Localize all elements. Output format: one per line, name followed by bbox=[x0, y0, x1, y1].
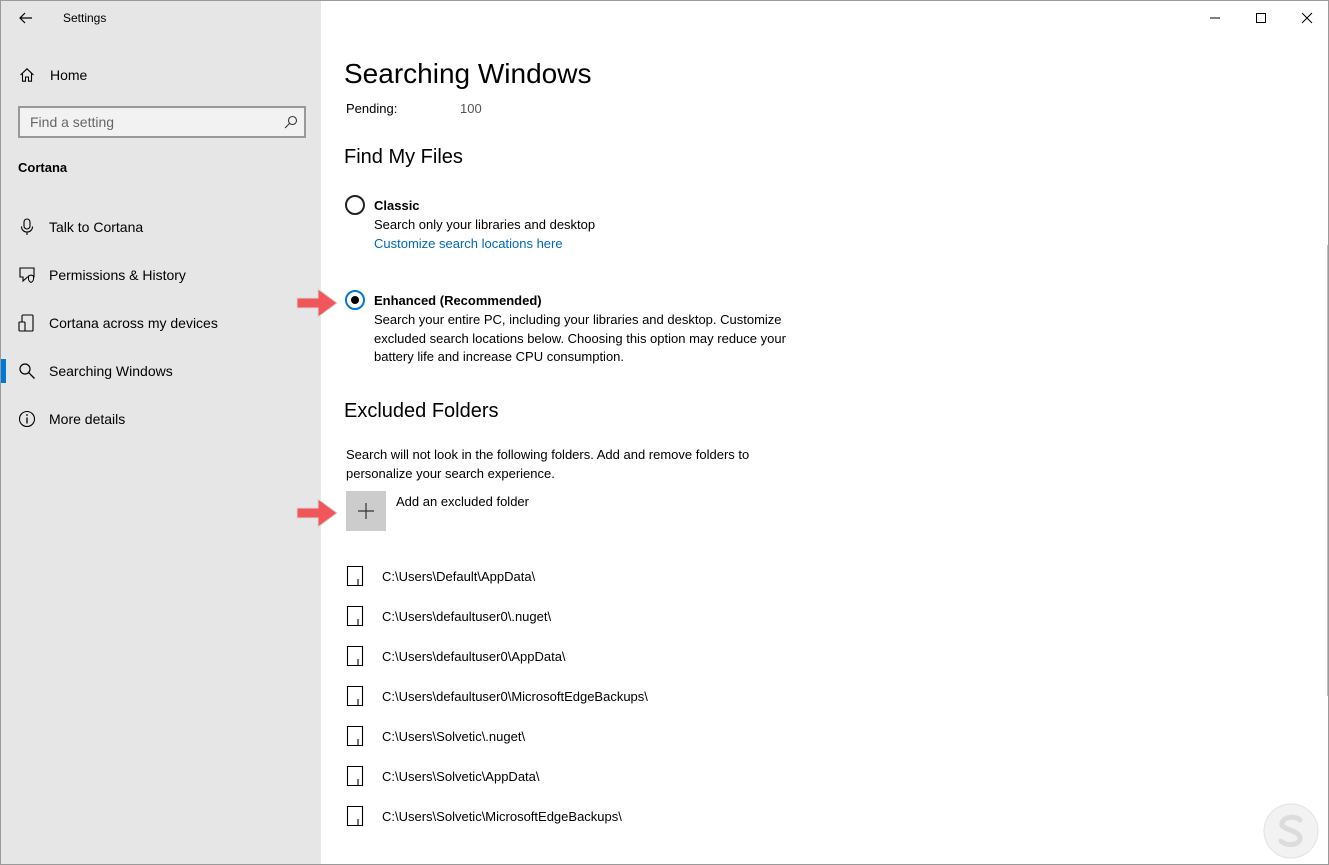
plus-icon bbox=[357, 502, 375, 520]
excluded-folder-item[interactable] bbox=[346, 561, 846, 591]
sidebar-item-label: Cortana across my devices bbox=[49, 315, 218, 331]
add-excluded-folder-label[interactable]: Add an excluded folder bbox=[396, 494, 529, 509]
classic-option-title: Classic bbox=[374, 198, 420, 213]
excluded-folder-path: C:\Users\Solvetic\AppData\ bbox=[382, 769, 540, 784]
folder-icon bbox=[346, 765, 364, 787]
maximize-icon bbox=[1255, 12, 1267, 24]
pending-label: Pending: bbox=[346, 101, 398, 116]
excluded-folder-item[interactable] bbox=[346, 601, 846, 631]
add-excluded-folder-button[interactable] bbox=[346, 491, 386, 531]
folder-icon bbox=[346, 565, 364, 587]
enhanced-option-description: Search your entire PC, including your libraries and desktop. Customize excluded search locations below. Choosing this option may reduce your battery life and increase CPU consumption. bbox=[374, 312, 786, 364]
enhanced-radio[interactable] bbox=[345, 290, 365, 310]
active-indicator bbox=[1, 359, 6, 383]
sidebar-item-searching-windows[interactable] bbox=[1, 351, 321, 391]
home-icon bbox=[19, 67, 35, 83]
excluded-folder-item[interactable] bbox=[346, 801, 846, 831]
info-icon bbox=[18, 410, 36, 428]
excluded-folder-path: C:\Users\Solvetic\.nuget\ bbox=[382, 729, 526, 744]
excluded-folder-item[interactable] bbox=[346, 761, 846, 791]
minimize-button[interactable] bbox=[1192, 1, 1238, 35]
classic-radio[interactable] bbox=[345, 195, 365, 215]
enhanced-option-title: Enhanced (Recommended) bbox=[374, 293, 542, 308]
excluded-folders-description: Search will not look in the following folders. Add and remove folders to personalize your search experience. bbox=[346, 447, 750, 481]
folder-icon bbox=[346, 645, 364, 667]
pending-value: 100 bbox=[460, 101, 482, 116]
home-nav-item[interactable] bbox=[1, 59, 321, 91]
sidebar-item-cortana-across-devices[interactable] bbox=[1, 303, 321, 343]
sidebar bbox=[1, 1, 321, 865]
window-controls bbox=[1192, 1, 1329, 35]
close-icon bbox=[1301, 12, 1313, 24]
maximize-button[interactable] bbox=[1238, 1, 1284, 35]
devices-icon bbox=[18, 314, 36, 332]
excluded-folder-path: C:\Users\defaultuser0\.nuget\ bbox=[382, 609, 552, 624]
find-my-files-heading: Find My Files bbox=[344, 146, 463, 168]
shield-icon bbox=[18, 266, 36, 284]
sidebar-item-label: Talk to Cortana bbox=[49, 219, 144, 235]
sidebar-item-label: More details bbox=[49, 411, 126, 427]
excluded-folder-path: C:\Users\Default\AppData\ bbox=[382, 569, 536, 584]
customize-search-locations-link[interactable]: Customize search locations here bbox=[374, 236, 563, 251]
folder-icon bbox=[346, 605, 364, 627]
folder-icon bbox=[346, 685, 364, 707]
excluded-folders-heading: Excluded Folders bbox=[344, 400, 499, 422]
sidebar-item-label: Permissions & History bbox=[49, 267, 186, 283]
page-title: Searching Windows bbox=[344, 58, 592, 89]
folder-icon bbox=[346, 805, 364, 827]
excluded-folder-path: C:\Users\defaultuser0\AppData\ bbox=[382, 649, 566, 664]
sidebar-section-label: Cortana bbox=[18, 160, 68, 175]
app-title: Settings bbox=[63, 11, 107, 25]
annotation-arrow-icon bbox=[296, 287, 338, 319]
excluded-folder-path: C:\Users\Solvetic\MicrosoftEdgeBackups\ bbox=[382, 809, 622, 824]
watermark-logo-icon bbox=[1262, 802, 1320, 860]
microphone-icon bbox=[18, 218, 36, 236]
excluded-folder-item[interactable] bbox=[346, 641, 846, 671]
sidebar-item-talk-to-cortana[interactable] bbox=[1, 207, 321, 247]
excluded-folder-item[interactable] bbox=[346, 681, 846, 711]
annotation-arrow-icon bbox=[296, 497, 338, 529]
classic-option-description: Search only your libraries and desktop bbox=[374, 217, 596, 232]
find-setting-input[interactable] bbox=[20, 108, 304, 136]
search-icon bbox=[18, 362, 36, 380]
title-bar bbox=[1, 1, 321, 35]
sidebar-item-more-details[interactable] bbox=[1, 399, 321, 439]
find-setting-search-box[interactable] bbox=[18, 106, 306, 138]
minimize-icon bbox=[1209, 12, 1221, 24]
close-button[interactable] bbox=[1284, 1, 1329, 35]
folder-icon bbox=[346, 725, 364, 747]
excluded-folder-path: C:\Users\defaultuser0\MicrosoftEdgeBackups\ bbox=[382, 689, 648, 704]
back-arrow-icon bbox=[19, 12, 33, 24]
back-button[interactable] bbox=[13, 7, 39, 29]
sidebar-item-label: Searching Windows bbox=[49, 363, 173, 379]
main-content bbox=[321, 1, 1329, 865]
home-label: Home bbox=[50, 67, 88, 83]
search-icon bbox=[284, 115, 298, 129]
sidebar-item-permissions-history[interactable] bbox=[1, 255, 321, 295]
excluded-folder-item[interactable] bbox=[346, 721, 846, 751]
